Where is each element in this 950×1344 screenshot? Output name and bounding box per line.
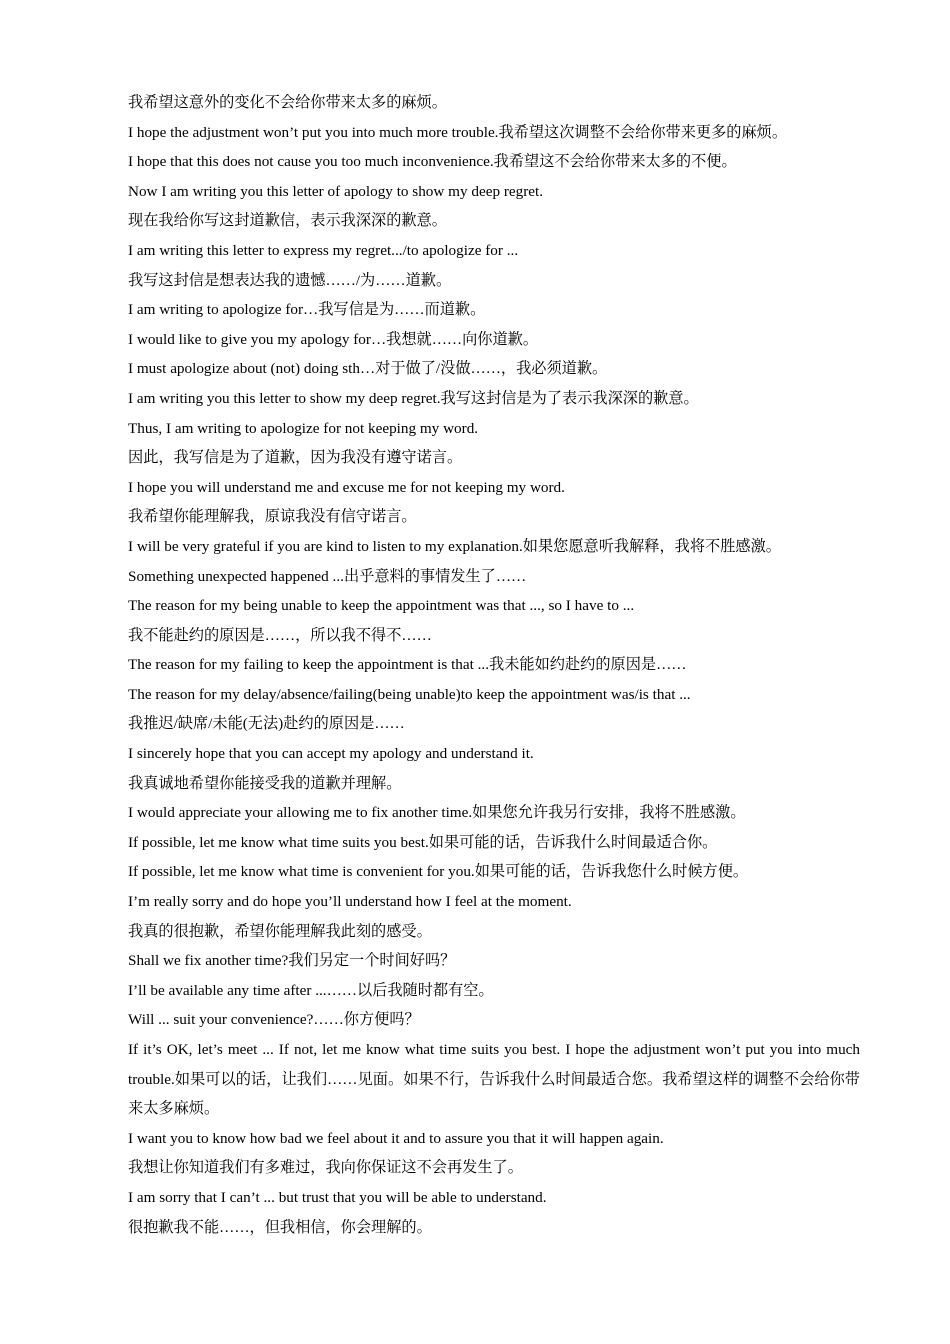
text-line: I sincerely hope that you can accept my apology and understand it. bbox=[128, 745, 534, 763]
text-line: I am writing you this letter to show my deep regret.我写这封信是为了表示我深深的歉意。 bbox=[128, 389, 699, 407]
text-line: I am sorry that I can’t ... but trust that you will be able to understand. bbox=[128, 1188, 547, 1206]
text-line: I hope the adjustment won’t put you into much more trouble.我希望这次调整不会给你带来更多的麻烦。 bbox=[128, 123, 788, 141]
text-line: Something unexpected happened ...出乎意料的事情发生了…… bbox=[128, 567, 527, 585]
text-line: If possible, let me know what time is convenient for you.如果可能的话，告诉我您什么时候方便。 bbox=[128, 863, 749, 881]
text-line: The reason for my being unable to keep the appointment was that ..., so I have to ... bbox=[128, 597, 635, 615]
text-line: 现在我给你写这封道歉信，表示我深深的歉意。 bbox=[128, 212, 447, 230]
text-line: 我写这封信是想表达我的遗憾……/为……道歉。 bbox=[128, 271, 452, 289]
text-line: I am writing this letter to express my regret.../to apologize for ... bbox=[128, 241, 519, 259]
text-line: 因此，我写信是为了道歉，因为我没有遵守诺言。 bbox=[128, 449, 463, 467]
text-line: The reason for my failing to keep the appointment is that ...我未能如约赴约的原因是…… bbox=[128, 656, 687, 674]
text-line: Shall we fix another time?我们另定一个时间好吗？ bbox=[128, 952, 456, 970]
text-line: 我推迟/缺席/未能(无法)赴约的原因是…… bbox=[128, 715, 405, 733]
text-line: I must apologize about (not) doing sth…对于做了/没做……，我必须道歉。 bbox=[128, 360, 608, 378]
text-line: I hope you will understand me and excuse me for not keeping my word. bbox=[128, 478, 565, 496]
text-line: I’ll be available any time after ...……以后我随时都有空。 bbox=[128, 981, 494, 999]
text-line: If possible, let me know what time suits you best.如果可能的话，告诉我什么时间最适合你。 bbox=[128, 833, 718, 851]
text-line: 我想让你知道我们有多难过，我向你保证这不会再发生了。 bbox=[128, 1159, 523, 1177]
text-line: Now I am writing you this letter of apology to show my deep regret. bbox=[128, 182, 544, 200]
text-line: I’m really sorry and do hope you’ll understand how I feel at the moment. bbox=[128, 893, 572, 911]
text-line: 我希望你能理解我，原谅我没有信守诺言。 bbox=[128, 508, 417, 526]
text-line: 我真诚地希望你能接受我的道歉并理解。 bbox=[128, 774, 402, 792]
paragraph-meet-adjustment: If it’s OK, let’s meet ... If not, let me know what time suits you best. I hope the adjustment won’t put you into much trouble.如果可以的话，让我们……见面。如果不行，告诉我什么时间最适合您。我希望这样的调整不会给你带来太多麻烦。 bbox=[128, 1041, 860, 1118]
text-line: The reason for my delay/absence/failing(being unable)to keep the appointment was/is that ... bbox=[128, 685, 691, 703]
document-page bbox=[128, 88, 860, 1242]
text-line: I am writing to apologize for…我写信是为……而道歉。 bbox=[128, 301, 486, 319]
text-line: I would appreciate your allowing me to fix another time.如果您允许我另行安排，我将不胜感激。 bbox=[128, 804, 746, 822]
text-line: 我真的很抱歉，希望你能理解我此刻的感受。 bbox=[128, 922, 432, 940]
text-line: 我希望这意外的变化不会给你带来太多的麻烦。 bbox=[128, 94, 447, 111]
text-line: 很抱歉我不能……，但我相信，你会理解的。 bbox=[128, 1218, 432, 1236]
text-line: Thus, I am writing to apologize for not keeping my word. bbox=[128, 419, 479, 437]
text-line: I hope that this does not cause you too much inconvenience.我希望这不会给你带来太多的不便。 bbox=[128, 153, 737, 171]
text-line: I want you to know how bad we feel about it and to assure you that it will happen again. bbox=[128, 1129, 664, 1147]
text-line: Will ... suit your convenience?……你方便吗？ bbox=[128, 1011, 420, 1029]
text-line: 我不能赴约的原因是……，所以我不得不…… bbox=[128, 626, 432, 644]
text-line: I will be very grateful if you are kind to listen to my explanation.如果您愿意听我解释，我将不胜感激。 bbox=[128, 537, 781, 555]
text-line: I would like to give you my apology for…我想就……向你道歉。 bbox=[128, 330, 539, 348]
